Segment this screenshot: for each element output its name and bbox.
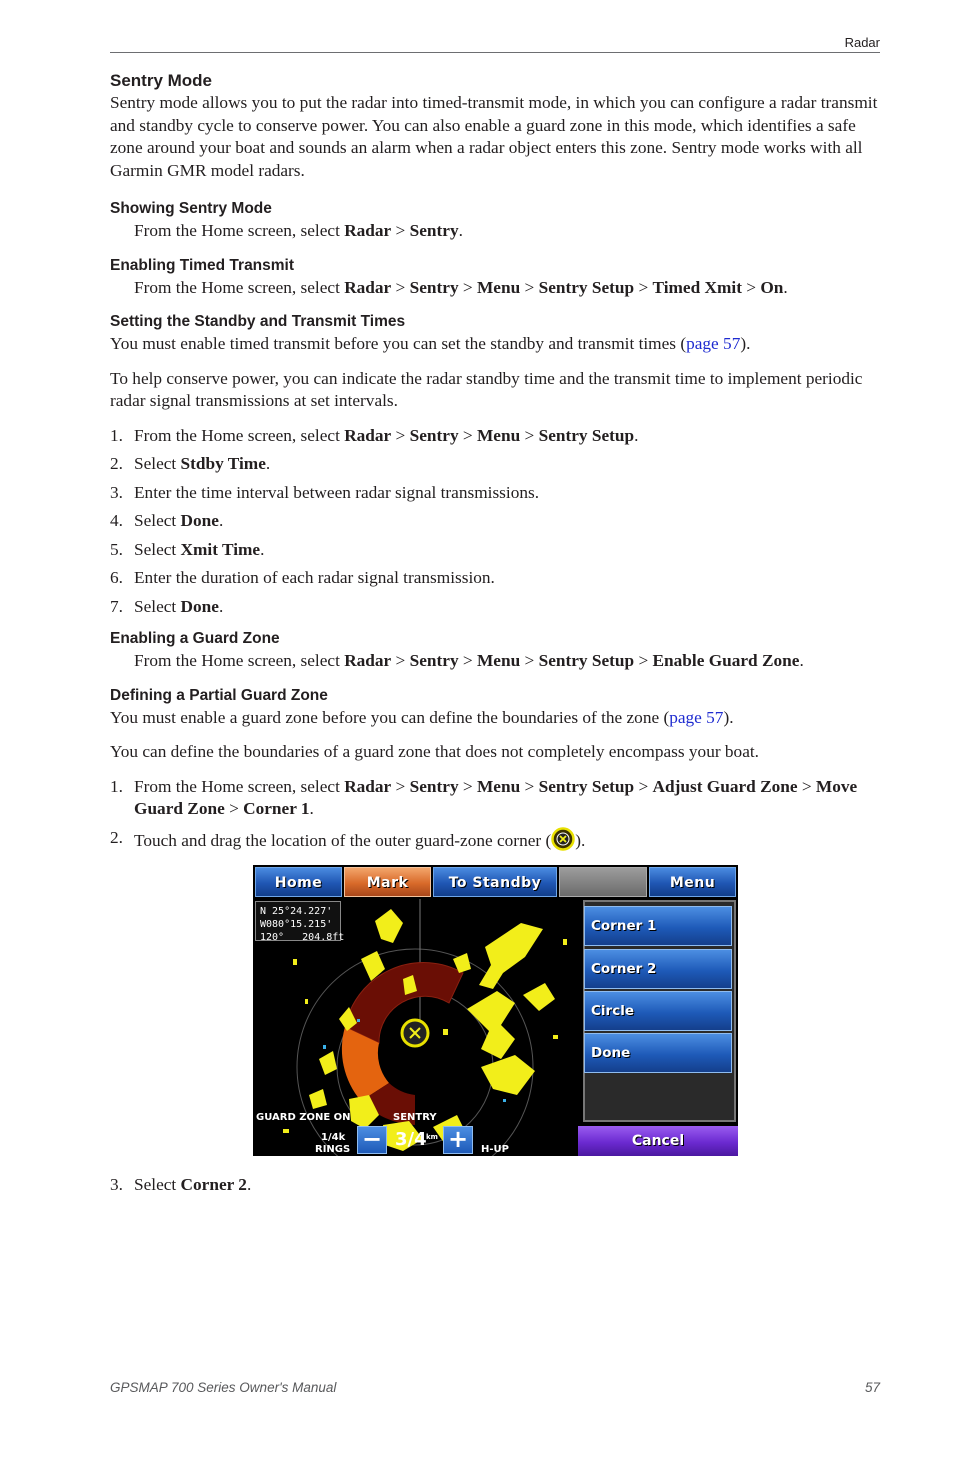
list-item: 2. Touch and drag the location of the outer guard-zone corner ( ). [110,827,586,850]
menu-button[interactable]: Menu [649,867,736,897]
list-item: 3. Select Corner 2. [110,1175,252,1194]
page-link[interactable]: page 57 [669,707,724,727]
guard-zone-heading: Enabling a Guard Zone [110,630,280,647]
standby-transmit-heading: Setting the Standby and Transmit Times [110,313,406,330]
list-item: 5. Select Xmit Time. [110,539,265,559]
done-button[interactable]: Done [584,1033,732,1073]
partial-guard-heading: Defining a Partial Guard Zone [110,686,328,704]
rings-label: RINGS [315,1144,351,1155]
standby-para-2: To help conserve power, you can indicate the radar standby time and the transmit time to implement periodic radar signal transmissions at set intervals. [110,368,863,410]
range-value: 3/4 [395,1129,427,1150]
list-item: 1. From the Home screen, select Radar > Sentry > Menu > Sentry Setup. [110,425,639,445]
footer-page-number: 57 [864,1380,880,1395]
page-link[interactable]: page 57 [686,334,741,353]
blank-button [559,867,647,897]
footer-manual-title: GPSMAP 700 Series Owner's Manual [110,1380,337,1395]
zoom-out-button[interactable]: − [357,1126,387,1154]
circle-button[interactable]: Circle [584,991,732,1031]
page-content [110,70,882,858]
mark-button[interactable]: Mark [344,867,431,897]
position-readout: N 25°24.227' W080°15.215' 120° 204.8ft [255,901,341,941]
showing-sentry-text: From the Home screen, select Radar > Sentry. [134,221,463,240]
list-item: 6. Enter the duration of each radar signal transmission. [110,568,495,587]
showing-sentry-heading: Showing Sentry Mode [110,200,272,217]
partial-para-2: You can define the boundaries of a guard zone that does not completely encompass your boat. [110,742,759,761]
cancel-button[interactable]: Cancel [578,1126,738,1156]
sentry-mode-heading: Sentry Mode [110,71,213,90]
guard-zone-status: GUARD ZONE ON [256,1112,351,1123]
guard-corner-icon [551,827,575,851]
list-item: 3. Enter the time interval between radar signal transmissions. [110,482,540,502]
partial-para-1: You must enable a guard zone before you can define the boundaries of the zone (page 57). [110,707,734,727]
list-item: 2. Select Stdby Time. [110,454,271,473]
sentry-status: SENTRY [393,1112,437,1123]
timed-transmit-heading: Enabling Timed Transmit [110,256,295,274]
section-name: Radar [844,35,880,50]
sentry-intro: Sentry mode allows you to put the radar into timed-transmit mode, in which you can configure a radar transmit and standby cycle to conserve power. You can also enable a guard zone in this mode, which identifies a safe zone around your boat and sounds an alarm when a radar object enters this zone. Sentry mode works with all Garmin GMR model radars. [110,93,878,180]
guard-zone-text: From the Home screen, select Radar > Sentry > Menu > Sentry Setup > Enable Guard Zone. [134,651,804,670]
zoom-in-button[interactable]: + [443,1126,473,1154]
list-item: 4. Select Done. [110,511,224,530]
to-standby-button[interactable]: To Standby [433,867,557,897]
range-unit: km [426,1133,438,1141]
rings-value: 1/4k [321,1132,346,1143]
standby-para-1: You must enable timed transmit before you can set the standby and transmit times (page 57). [110,334,751,353]
corner-2-button[interactable]: Corner 2 [584,949,732,989]
timed-transmit-text: From the Home screen, select Radar > Sentry > Menu > Sentry Setup > Timed Xmit > On. [134,277,788,297]
page-content-lower [110,1174,882,1203]
list-item: 1. From the Home screen, select Radar > Sentry > Menu > Sentry Setup > Adjust Guard Zone > Move Guard Zone > Corner 1. [110,776,858,818]
orientation-label: H-UP [481,1144,509,1155]
home-button[interactable]: Home [255,867,342,897]
radar-screen [253,865,738,1156]
list-item: 7. Select Done. [110,596,224,616]
corner-1-button[interactable]: Corner 1 [584,906,732,946]
page-header [110,34,880,53]
